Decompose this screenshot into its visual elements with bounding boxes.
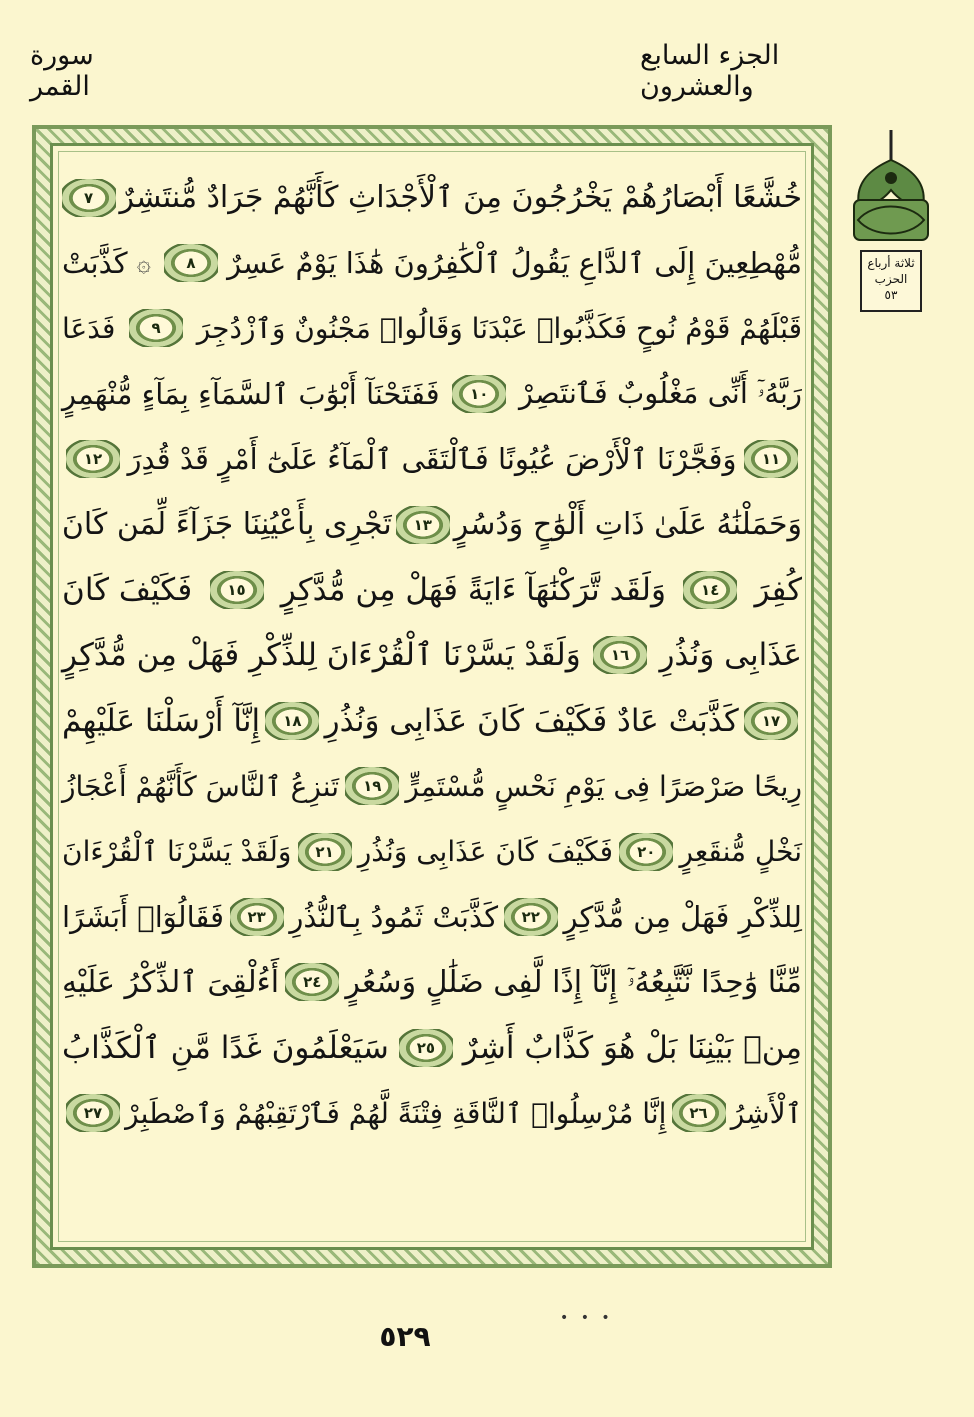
ayah-marker-19: ١٩ <box>345 767 399 805</box>
ayah-marker-15: ١٥ <box>210 571 264 609</box>
rub-el-hizb-icon: ۞ <box>136 249 151 278</box>
ayah-marker-27: ٢٧ <box>66 1094 120 1132</box>
text-line-11: نَخْلٍ مُّنقَعِرٍ ٢٠ فَكَيْفَ كَانَ عَذَابِى وَنُذُرِ ٢١ وَلَقَدْ يَسَّرْنَا ٱلْقُرْءَانَ <box>62 819 802 884</box>
text-line-9: ١٧ كَذَّبَتْ عَادٌ فَكَيْفَ كَانَ عَذَابِى وَنُذُرِ ١٨ إِنَّآ أَرْسَلْنَا عَلَيْهِمْ <box>62 688 802 753</box>
quran-text-block <box>62 165 802 1146</box>
juz-title: الجزء السابع والعشرون <box>640 40 780 102</box>
ayah-marker-26: ٢٦ <box>672 1094 726 1132</box>
ayah-marker-11: ١١ <box>744 440 798 478</box>
ayah-marker-16: ١٦ <box>593 636 647 674</box>
text-line-2: مُّهْطِعِينَ إِلَى ٱلدَّاعِ يَقُولُ ٱلْكَٰفِرُونَ هَٰذَا يَوْمٌ عَسِرٌ ٨ ۞ كَذَّبَتْ <box>62 246 802 281</box>
text-line-12: لِلذِّكْرِ فَهَلْ مِن مُّدَّكِرٍ ٢٢ كَذَّبَتْ ثَمُودُ بِٱلنُّذُرِ ٢٣ فَقَالُوٓا۟ أَبَشَرًا <box>62 899 802 934</box>
text-line-8: عَذَابِى وَنُذُرِ ١٦ وَلَقَدْ يَسَّرْنَا ٱلْقُرْءَانَ لِلذِّكْرِ فَهَلْ مِن مُّدَّكِرٍ <box>62 637 802 674</box>
decorative-dots: • • • <box>560 1310 614 1326</box>
ayah-marker-25: ٢٥ <box>399 1029 453 1067</box>
ayah-marker-13: ١٣ <box>396 506 450 544</box>
ayah-marker-20: ٢٠ <box>619 833 673 871</box>
ayah-marker-24: ٢٤ <box>285 963 339 1001</box>
surah-title: سورة القمر <box>30 40 94 102</box>
page-number: ٥٢٩ <box>379 1320 431 1353</box>
text-line-14: مِنۢ بَيْنِنَا بَلْ هُوَ كَذَّابٌ أَشِرٌ ٢٥ سَيَعْلَمُونَ غَدًا مَّنِ ٱلْكَذَّابُ <box>62 1029 802 1066</box>
text-line-5: ١١ وَفَجَّرْنَا ٱلْأَرْضَ عُيُونًا فَٱلْتَقَى ٱلْمَآءُ عَلَىٰٓ أَمْرٍ قَدْ قُدِرَ ١٢ <box>62 427 802 492</box>
ayah-marker-12: ١٢ <box>66 440 120 478</box>
ayah-marker-18: ١٨ <box>265 702 319 740</box>
ayah-marker-23: ٢٣ <box>230 898 284 936</box>
hizb-marker <box>848 130 934 315</box>
text-line-6: وَحَمَلْنَٰهُ عَلَىٰ ذَاتِ أَلْوَٰحٍ وَدُسُرٍ ١٣ تَجْرِى بِأَعْيُنِنَا جَزَآءً لِّمَن كَانَ <box>61 507 802 543</box>
ayah-marker-9: ٩ <box>129 309 183 347</box>
ayah-marker-8: ٨ <box>164 244 218 282</box>
text-line-13: مِّنَّا وَٰحِدًا نَّتَّبِعُهُۥٓ إِنَّآ إِذًا لَّفِى ضَلَٰلٍ وَسُعُرٍ ٢٤ أَءُلْقِىَ ٱلذِّكْرُ عَلَيْهِ <box>62 964 802 1000</box>
text-line-15: ٱلْأَشِرُ ٢٦ إِنَّا مُرْسِلُوا۟ ٱلنَّاقَةِ فِتْنَةً لَّهُمْ فَٱرْتَقِبْهُمْ وَٱصْطَبِرْ ٢٧ <box>62 1080 802 1145</box>
text-line-10: رِيحًا صَرْصَرًا فِى يَوْمِ نَحْسٍ مُّسْتَمِرٍّ ١٩ تَنزِعُ ٱلنَّاسَ كَأَنَّهُمْ أَعْجَازُ <box>62 754 802 819</box>
hizb-label: ثلاثة أرباع الحزب ٥٣ <box>860 250 922 312</box>
ayah-marker-21: ٢١ <box>298 833 352 871</box>
ayah-marker-14: ١٤ <box>683 571 737 609</box>
text-line-7: كُفِرَ ١٤ وَلَقَد تَّرَكْنَٰهَآ ءَايَةً فَهَلْ مِن مُّدَّكِرٍ ١٥ فَكَيْفَ كَانَ <box>62 572 802 609</box>
ayah-marker-17: ١٧ <box>744 702 798 740</box>
text-line-3: قَبْلَهُمْ قَوْمُ نُوحٍ فَكَذَّبُوا۟ عَبْدَنَا وَقَالُوا۟ مَجْنُونٌ وَٱزْدُجِرَ ٩ فَدَعَا <box>62 296 802 361</box>
text-line-1: خُشَّعًا أَبْصَارُهُمْ يَخْرُجُونَ مِنَ ٱلْأَجْدَاثِ كَأَنَّهُمْ جَرَادٌ مُّنتَشِرٌ ٧ <box>62 165 802 230</box>
hizb-ornament-icon <box>848 130 934 250</box>
ayah-marker-7: ٧ <box>62 179 116 217</box>
text-line-4: رَبَّهُۥٓ أَنِّى مَغْلُوبٌ فَٱنتَصِرْ ١٠ فَفَتَحْنَآ أَبْوَٰبَ ٱلسَّمَآءِ بِمَآءٍ مُّنْهَمِرٍ <box>62 376 802 411</box>
ayah-marker-10: ١٠ <box>452 375 506 413</box>
ayah-marker-22: ٢٢ <box>504 898 558 936</box>
